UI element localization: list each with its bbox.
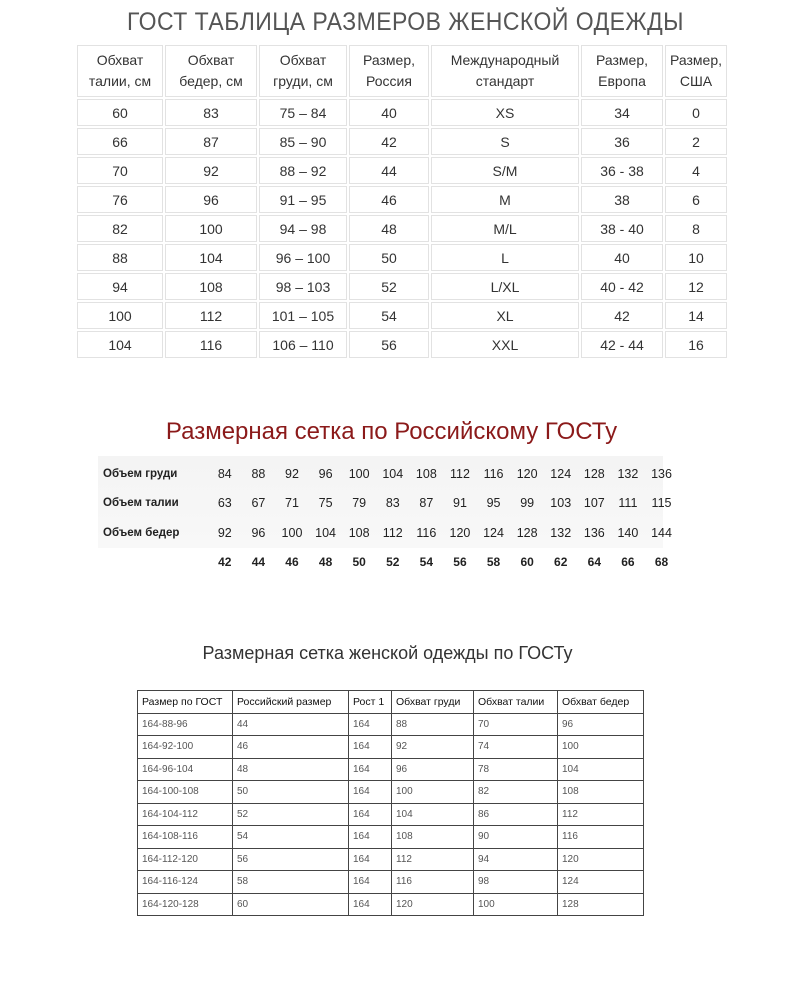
grid-cell: 100 <box>281 525 303 540</box>
cell-size-usa: 10 <box>665 244 727 271</box>
cell-russian-size: 44 <box>233 713 349 736</box>
cell-size-russia: 48 <box>349 215 429 242</box>
cell-size-europe: 40 <box>581 244 663 271</box>
table-row <box>138 893 644 916</box>
grid-cell: 136 <box>583 525 605 540</box>
cell-size-europe: 42 <box>581 302 663 329</box>
grid-cell: 44 <box>251 555 266 570</box>
cell-intl-standard: S/M <box>431 157 579 184</box>
grid-cell: 128 <box>583 466 605 481</box>
cell-hips: 96 <box>558 713 644 736</box>
cell-size-russia: 52 <box>349 273 429 300</box>
cell-size-europe: 34 <box>581 99 663 126</box>
grid-cell: 107 <box>583 496 605 511</box>
header-size-usa: Размер, США <box>665 45 727 97</box>
grid-cell: 96 <box>318 466 333 481</box>
cell-gost-size: 164-88-96 <box>138 713 233 736</box>
cell-chest: 104 <box>392 803 474 826</box>
grid-cell: 104 <box>382 466 404 481</box>
grid-cell: 75 <box>318 496 333 511</box>
size-table-womens-gost <box>137 690 644 916</box>
cell-chest: 96 <box>392 758 474 781</box>
cell-waist: 86 <box>474 803 558 826</box>
cell-chest: 88 – 92 <box>259 157 347 184</box>
grid-cell: 87 <box>419 496 434 511</box>
cell-size-russia: 42 <box>349 128 429 155</box>
cell-intl-standard: L <box>431 244 579 271</box>
measurement-row <box>103 518 678 548</box>
header-hips: Обхват бедер, см <box>165 45 257 97</box>
grid-cell: 92 <box>285 466 299 481</box>
cell-size-europe: 42 - 44 <box>581 331 663 358</box>
cell-chest: 106 – 110 <box>259 331 347 358</box>
table-row <box>77 128 727 155</box>
cell-intl-standard: S <box>431 128 579 155</box>
cell-waist: 66 <box>77 128 163 155</box>
grid-cell: 103 <box>550 496 572 511</box>
cell-waist: 94 <box>77 273 163 300</box>
cell-chest: 101 – 105 <box>259 302 347 329</box>
grid-cell: 120 <box>449 525 471 540</box>
cell-height: 164 <box>349 758 392 781</box>
cell-hips: 87 <box>165 128 257 155</box>
grid-cell: 99 <box>520 496 535 511</box>
russian-size-row <box>103 548 678 578</box>
grid-cell: 112 <box>382 525 403 540</box>
cell-russian-size: 48 <box>233 758 349 781</box>
grid-cell: 116 <box>483 466 504 481</box>
grid-cell: 124 <box>550 466 572 481</box>
cell-hips: 92 <box>165 157 257 184</box>
grid-cell: 56 <box>453 555 467 570</box>
cell-russian-size: 60 <box>233 893 349 916</box>
header-chest: Обхват груди <box>392 691 474 714</box>
row-label: Объем талии <box>103 497 179 510</box>
grid-cell: 115 <box>651 496 672 511</box>
cell-chest: 108 <box>392 826 474 849</box>
grid-cell: 108 <box>348 525 370 540</box>
grid-cell: 54 <box>419 555 434 570</box>
grid-cell: 116 <box>416 525 437 540</box>
table-header-row <box>138 691 644 714</box>
cell-chest: 96 – 100 <box>259 244 347 271</box>
table-row <box>138 736 644 759</box>
cell-chest: 100 <box>392 781 474 804</box>
cell-size-usa: 16 <box>665 331 727 358</box>
cell-size-usa: 8 <box>665 215 727 242</box>
table-row <box>138 713 644 736</box>
grid-cell: 132 <box>617 466 639 481</box>
cell-gost-size: 164-92-100 <box>138 736 233 759</box>
cell-hips: 104 <box>165 244 257 271</box>
measurement-row <box>103 489 678 519</box>
grid-cell: 50 <box>352 555 366 570</box>
cell-russian-size: 46 <box>233 736 349 759</box>
grid-cell: 67 <box>251 496 266 511</box>
row-label <box>103 548 208 578</box>
cell-hips: 116 <box>165 331 257 358</box>
cell-intl-standard: M/L <box>431 215 579 242</box>
section1-title: ГОСТ ТАБЛИЦА РАЗМЕРОВ ЖЕНСКОЙ ОДЕЖДЫ <box>127 8 684 36</box>
cell-size-usa: 0 <box>665 99 727 126</box>
grid-cell: 52 <box>386 555 400 570</box>
cell-size-russia: 56 <box>349 331 429 358</box>
cell-russian-size: 54 <box>233 826 349 849</box>
cell-height: 164 <box>349 803 392 826</box>
cell-russian-size: 58 <box>233 871 349 894</box>
grid-cell: 92 <box>217 525 232 540</box>
grid-cell: 46 <box>285 555 299 570</box>
header-size-russia: Размер, Россия <box>349 45 429 97</box>
cell-height: 164 <box>349 736 392 759</box>
grid-cell: 128 <box>516 525 538 540</box>
cell-gost-size: 164-104-112 <box>138 803 233 826</box>
cell-size-europe: 36 - 38 <box>581 157 663 184</box>
grid-cell: 111 <box>618 496 638 511</box>
cell-hips: 116 <box>558 826 644 849</box>
header-hips: Обхват бедер <box>558 691 644 714</box>
row-label: Объем груди <box>103 467 178 480</box>
cell-gost-size: 164-100-108 <box>138 781 233 804</box>
cell-size-russia: 54 <box>349 302 429 329</box>
cell-chest: 98 – 103 <box>259 273 347 300</box>
cell-hips: 104 <box>558 758 644 781</box>
grid-cell: 120 <box>516 466 538 481</box>
cell-hips: 128 <box>558 893 644 916</box>
cell-intl-standard: XS <box>431 99 579 126</box>
cell-gost-size: 164-120-128 <box>138 893 233 916</box>
cell-waist: 82 <box>474 781 558 804</box>
header-chest: Обхват груди, см <box>259 45 347 97</box>
cell-height: 164 <box>349 893 392 916</box>
table-row <box>138 871 644 894</box>
cell-height: 164 <box>349 781 392 804</box>
grid-cell: 95 <box>486 496 501 511</box>
cell-size-russia: 50 <box>349 244 429 271</box>
cell-height: 164 <box>349 848 392 871</box>
cell-size-usa: 14 <box>665 302 727 329</box>
table-row <box>77 186 727 213</box>
grid-cell: 64 <box>587 555 601 570</box>
cell-waist: 74 <box>474 736 558 759</box>
cell-waist: 90 <box>474 826 558 849</box>
grid-cell: 91 <box>453 496 467 511</box>
header-waist: Обхват талии <box>474 691 558 714</box>
row-label: Объем бедер <box>103 526 180 539</box>
cell-gost-size: 164-108-116 <box>138 826 233 849</box>
cell-hips: 83 <box>165 99 257 126</box>
header-waist: Обхват талии, см <box>77 45 163 97</box>
cell-size-europe: 36 <box>581 128 663 155</box>
table-row <box>138 781 644 804</box>
section2-title: Размерная сетка по Российскому ГОСТу <box>165 418 618 445</box>
grid-cell: 48 <box>318 555 333 570</box>
cell-hips: 112 <box>165 302 257 329</box>
grid-cell: 42 <box>218 555 232 570</box>
cell-size-europe: 38 - 40 <box>581 215 663 242</box>
grid-cell: 104 <box>315 525 336 540</box>
grid-cell: 96 <box>251 525 266 540</box>
cell-hips: 100 <box>558 736 644 759</box>
cell-waist: 94 <box>474 848 558 871</box>
size-grid-russian-gost <box>103 459 678 577</box>
table-row <box>77 215 727 242</box>
grid-cell: 88 <box>251 466 266 481</box>
cell-chest: 91 – 95 <box>259 186 347 213</box>
cell-waist: 78 <box>474 758 558 781</box>
cell-russian-size: 56 <box>233 848 349 871</box>
cell-waist: 104 <box>77 331 163 358</box>
cell-waist: 100 <box>474 893 558 916</box>
header-russian-size: Российский размер <box>233 691 349 714</box>
cell-chest: 120 <box>392 893 474 916</box>
cell-chest: 85 – 90 <box>259 128 347 155</box>
table-row <box>138 803 644 826</box>
cell-chest: 75 – 84 <box>259 99 347 126</box>
cell-size-usa: 6 <box>665 186 727 213</box>
cell-gost-size: 164-112-120 <box>138 848 233 871</box>
grid-cell: 100 <box>348 466 370 481</box>
cell-waist: 100 <box>77 302 163 329</box>
cell-hips: 96 <box>165 186 257 213</box>
cell-waist: 82 <box>77 215 163 242</box>
cell-size-usa: 2 <box>665 128 727 155</box>
header-intl-standard: Международный стандарт <box>431 45 579 97</box>
grid-cell: 62 <box>554 555 568 570</box>
grid-cell: 108 <box>415 466 437 481</box>
table-row <box>77 99 727 126</box>
cell-size-europe: 38 <box>581 186 663 213</box>
cell-height: 164 <box>349 871 392 894</box>
table-row <box>77 244 727 271</box>
cell-chest: 112 <box>392 848 474 871</box>
cell-intl-standard: XL <box>431 302 579 329</box>
grid-cell: 132 <box>550 525 572 540</box>
table-row <box>138 848 644 871</box>
cell-chest: 92 <box>392 736 474 759</box>
cell-size-usa: 12 <box>665 273 727 300</box>
cell-height: 164 <box>349 826 392 849</box>
cell-size-russia: 46 <box>349 186 429 213</box>
measurement-row <box>103 459 678 489</box>
grid-cell: 84 <box>217 466 232 481</box>
cell-waist: 70 <box>77 157 163 184</box>
cell-size-russia: 40 <box>349 99 429 126</box>
size-table-gost <box>75 43 729 360</box>
cell-hips: 100 <box>165 215 257 242</box>
cell-chest: 116 <box>392 871 474 894</box>
grid-cell: 136 <box>651 466 672 481</box>
cell-size-russia: 44 <box>349 157 429 184</box>
table-header-row <box>77 45 727 97</box>
cell-waist: 60 <box>77 99 163 126</box>
table-row <box>138 758 644 781</box>
section3-title: Размерная сетка женской одежды по ГОСТу <box>202 643 573 663</box>
cell-size-usa: 4 <box>665 157 727 184</box>
grid-cell: 58 <box>486 555 501 570</box>
cell-size-europe: 40 - 42 <box>581 273 663 300</box>
cell-russian-size: 50 <box>233 781 349 804</box>
cell-hips: 112 <box>558 803 644 826</box>
grid-cell: 71 <box>285 496 299 511</box>
table-row <box>138 826 644 849</box>
grid-cell: 63 <box>217 496 232 511</box>
grid-cell: 83 <box>385 496 400 511</box>
cell-intl-standard: XXL <box>431 331 579 358</box>
grid-cell: 66 <box>621 555 635 570</box>
cell-gost-size: 164-116-124 <box>138 871 233 894</box>
grid-cell: 124 <box>483 525 504 540</box>
cell-gost-size: 164-96-104 <box>138 758 233 781</box>
table-row <box>77 273 727 300</box>
grid-cell: 68 <box>654 555 669 570</box>
grid-cell: 79 <box>352 496 367 511</box>
cell-intl-standard: M <box>431 186 579 213</box>
header-size-europe: Размер, Европа <box>581 45 663 97</box>
cell-chest: 88 <box>392 713 474 736</box>
grid-cell: 144 <box>651 525 672 540</box>
cell-chest: 94 – 98 <box>259 215 347 242</box>
grid-cell: 140 <box>617 525 639 540</box>
table-row <box>77 302 727 329</box>
cell-hips: 108 <box>165 273 257 300</box>
cell-intl-standard: L/XL <box>431 273 579 300</box>
grid-cell: 60 <box>520 555 534 570</box>
cell-waist: 76 <box>77 186 163 213</box>
header-height: Рост 1 <box>349 691 392 714</box>
cell-russian-size: 52 <box>233 803 349 826</box>
cell-waist: 70 <box>474 713 558 736</box>
grid-cell: 112 <box>449 466 470 481</box>
cell-hips: 124 <box>558 871 644 894</box>
cell-waist: 88 <box>77 244 163 271</box>
cell-hips: 108 <box>558 781 644 804</box>
cell-hips: 120 <box>558 848 644 871</box>
cell-height: 164 <box>349 713 392 736</box>
table-row <box>77 331 727 358</box>
cell-waist: 98 <box>474 871 558 894</box>
header-gost-size: Размер по ГОСТ <box>138 691 233 714</box>
table-row <box>77 157 727 184</box>
